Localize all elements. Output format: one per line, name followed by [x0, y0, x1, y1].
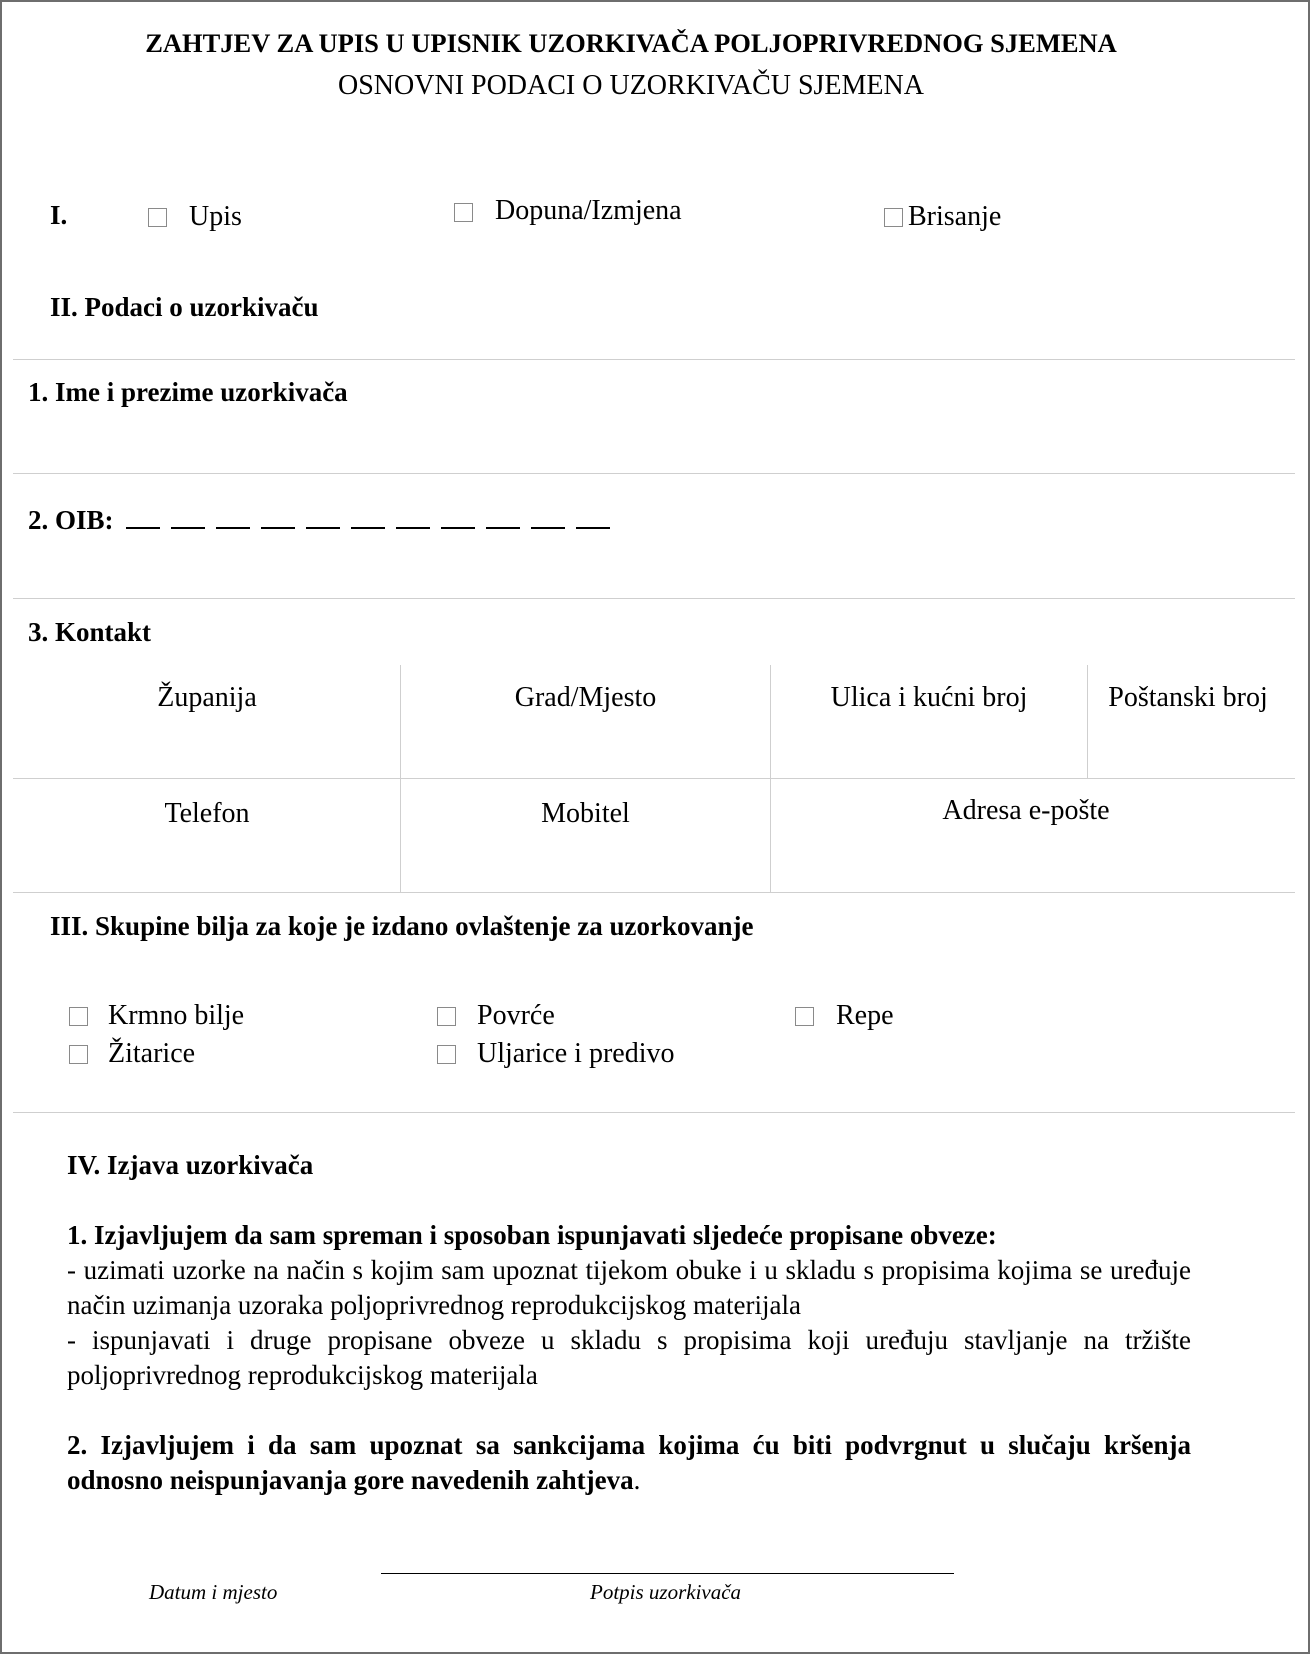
oib-field-label: 2. OIB:	[28, 505, 114, 535]
oib-digit-blanks[interactable]	[126, 505, 621, 535]
name-field-label: 1. Ime i prezime uzorkivača	[28, 377, 348, 407]
oib-digit-slot[interactable]	[441, 505, 475, 529]
checkbox-krmno-bilje[interactable]	[69, 1007, 88, 1026]
statement-2-period: .	[633, 1465, 641, 1495]
postanski-broj-input[interactable]	[1088, 665, 1295, 778]
date-place-label: Datum i mjesto	[149, 1580, 278, 1604]
statement-2	[67, 1428, 1191, 1498]
option-uljarice-predivo-label: Uljarice i predivo	[477, 1038, 675, 1069]
form-subtitle: OSNOVNI PODACI O UZORKIVAČU SJEMENA	[338, 70, 924, 101]
oib-digit-slot[interactable]	[576, 505, 610, 529]
grad-mjesto-input[interactable]	[401, 665, 770, 778]
statement-2-text: 2. Izjavljujem i da sam upoznat sa sankcijama kojima ću biti podvrgnut u slučaju kršenja odnosno neispunjavanja gore navedenih zahtjeva	[67, 1430, 1191, 1495]
oib-digit-slot[interactable]	[486, 505, 520, 529]
section-4-title: IV. Izjava uzorkivača	[67, 1150, 314, 1180]
cell-zupanija: Županija	[157, 682, 257, 713]
checkbox-dopuna-izmjena[interactable]	[454, 203, 473, 222]
checkbox-repe[interactable]	[795, 1007, 814, 1026]
cell-telefon: Telefon	[164, 798, 250, 829]
section-2-title: II. Podaci o uzorkivaču	[50, 292, 319, 322]
adresa-e-poste-input[interactable]	[771, 779, 1295, 892]
oib-digit-slot[interactable]	[126, 505, 160, 529]
oib-field[interactable]	[28, 505, 621, 536]
oib-digit-slot[interactable]	[261, 505, 295, 529]
zupanija-input[interactable]	[13, 665, 401, 778]
checkbox-upis[interactable]	[148, 208, 167, 227]
section-1-label: I.	[50, 200, 68, 230]
oib-digit-slot[interactable]	[171, 505, 205, 529]
oib-digit-slot[interactable]	[396, 505, 430, 529]
section-3-title: III. Skupine bilja za koje je izdano ovlaštenje za uzorkovanje	[50, 911, 754, 941]
checkbox-povrce[interactable]	[437, 1007, 456, 1026]
oib-digit-slot[interactable]	[531, 505, 565, 529]
divider	[13, 1112, 1295, 1113]
date-place-input[interactable]	[140, 1540, 300, 1574]
checkbox-brisanje[interactable]	[884, 208, 903, 227]
divider	[13, 892, 1295, 893]
cell-adresa-e-poste: Adresa e-pošte	[942, 795, 1110, 826]
signature-line[interactable]	[381, 1573, 954, 1574]
option-krmno-bilje-label: Krmno bilje	[108, 1000, 245, 1031]
statement-1-item-1: - uzimati uzorke na način s kojim sam upoznat tijekom obuke i u skladu s propisima kojima se uređuje način uzimanja uzoraka poljoprivrednog reprodukcijskog materijala	[67, 1255, 1191, 1320]
mobitel-input[interactable]	[401, 779, 770, 892]
cell-postanski-broj: Poštanski broj	[1108, 682, 1268, 713]
option-brisanje-label: Brisanje	[908, 201, 1002, 232]
divider	[13, 359, 1295, 360]
oib-digit-slot[interactable]	[306, 505, 340, 529]
declaration-text	[67, 1218, 1191, 1498]
checkbox-uljarice-predivo[interactable]	[437, 1045, 456, 1064]
telefon-input[interactable]	[13, 779, 401, 892]
cell-grad-mjesto: Grad/Mjesto	[514, 682, 657, 713]
form-title: ZAHTJEV ZA UPIS U UPISNIK UZORKIVAČA POLJOPRIVREDNOG SJEMENA	[145, 28, 1117, 58]
checkbox-zitarice[interactable]	[69, 1045, 88, 1064]
option-upis-label: Upis	[189, 201, 242, 232]
cell-ulica-kucni-broj: Ulica i kućni broj	[830, 682, 1028, 713]
cell-mobitel: Mobitel	[541, 798, 630, 829]
statement-1-item-2: - ispunjavati i druge propisane obveze u skladu s propisima koji uređuju stavljanje na tržište poljoprivrednog reprodukcijskog materijala	[67, 1325, 1191, 1390]
option-povrce-label: Povrće	[477, 1000, 555, 1031]
divider	[13, 473, 1295, 474]
ulica-kucni-broj-input[interactable]	[771, 665, 1087, 778]
option-repe-label: Repe	[836, 1000, 894, 1031]
statement-1-heading: 1. Izjavljujem da sam spreman i sposoban ispunjavati sljedeće propisane obveze:	[67, 1220, 997, 1250]
option-zitarice-label: Žitarice	[108, 1038, 196, 1069]
contact-label: 3. Kontakt	[28, 617, 152, 647]
name-field-input[interactable]	[28, 420, 1288, 470]
oib-digit-slot[interactable]	[216, 505, 250, 529]
oib-digit-slot[interactable]	[351, 505, 385, 529]
signature-label: Potpis uzorkivača	[590, 1580, 742, 1604]
divider	[13, 598, 1295, 599]
option-dopuna-izmjena-label: Dopuna/Izmjena	[495, 195, 682, 226]
